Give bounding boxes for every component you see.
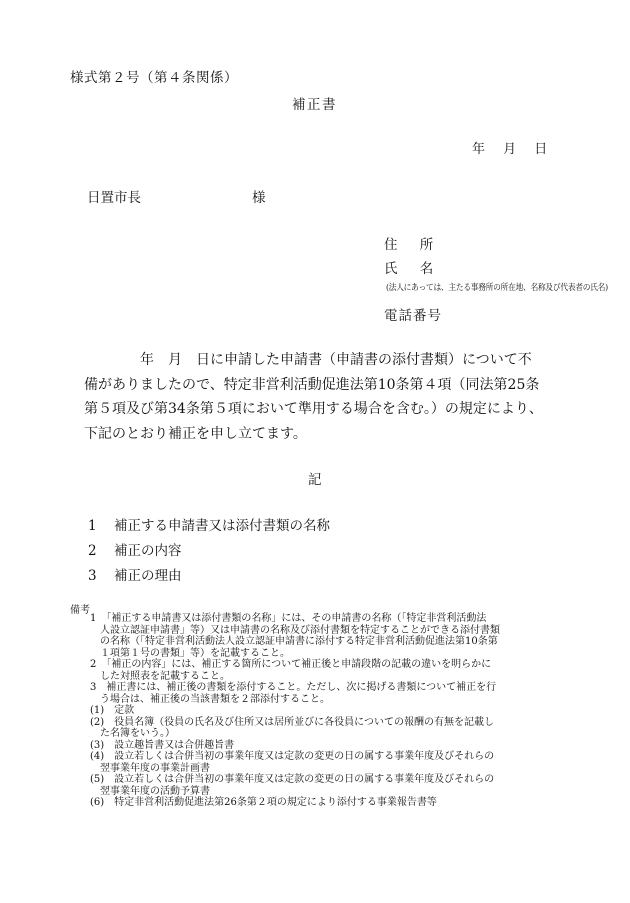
list-item xyxy=(88,539,330,564)
ki-heading: 記 xyxy=(308,472,322,488)
body-line: 第５項及び第34条第５項において準用する場合を含む。）の規定により、 xyxy=(84,401,543,417)
remark-line: の名称（「特定非営利活動法人設立認証申請書に添付する特定非営利活動促進法第10条第 xyxy=(80,636,498,647)
body-line: 備がありましたので、特定非営利活動促進法第10条第４項（同法第25条 xyxy=(84,376,540,393)
date-line: 年 月 日 xyxy=(472,142,548,157)
document-title: 補正書 xyxy=(292,97,337,113)
remark-line: した対照表を記載すること。 xyxy=(80,670,230,682)
item-number: 2 xyxy=(88,543,97,559)
remark-line: (1) 定款 xyxy=(80,705,135,716)
remark-line: (4) 設立若しくは合併当初の事業年度又は定款の変更の日の属する事業年度及びそれらの xyxy=(80,751,495,762)
remark-line: １項第１号の書類」等）を記載すること。 xyxy=(80,647,290,659)
name-label: 氏 名 xyxy=(384,261,434,277)
remark-line: 翌事業年度の事業計画書 xyxy=(80,762,210,774)
item-list xyxy=(88,514,330,589)
remark-line: 1 「補正する申請書又は添付書類の名称」には、その申請書の名称（「特定非営利活動法 xyxy=(80,613,487,624)
item-number: 3 xyxy=(88,568,97,584)
corporate-note: (法人にあっては、主たる事務所の所在地、名称及び代表者の氏名) xyxy=(386,283,608,293)
remark-line: 3 補正書には、補正後の書類を添付すること。ただし、次に掲げる書類について補正を行 xyxy=(80,682,497,693)
address-label: 住 所 xyxy=(384,237,434,253)
remark-line: (3) 設立趣旨書又は合併趣旨書 xyxy=(80,739,235,751)
remark-line: 人設立認証申請書」等）又は申請書の名称及び添付書類を特定することができる添付書類 xyxy=(80,624,500,636)
item-text: 補正の理由 xyxy=(114,568,182,584)
item-number: 1 xyxy=(88,518,97,534)
remark-line: 2 「補正の内容」には、補正する箇所について補正後と申請段階の記載の違いを明らかに xyxy=(80,659,492,670)
honorific: 様 xyxy=(252,190,266,206)
form-number: 様式第２号（第４条関係） xyxy=(70,70,238,86)
remark-line: (5) 設立若しくは合併当初の事業年度又は定款の変更の日の属する事業年度及びそれらの xyxy=(80,774,495,785)
body-line: 年 月 日に申請した申請書（申請書の添付書類）について不 xyxy=(84,352,532,368)
addressee: 日置市長 xyxy=(87,190,141,206)
remark-line: た名簿をいう。） xyxy=(80,728,175,739)
remarks-list xyxy=(80,613,560,809)
item-text: 補正の内容 xyxy=(114,543,182,559)
remarks-heading: 備考 xyxy=(70,605,90,616)
item-text: 補正する申請書又は添付書類の名称 xyxy=(114,518,330,534)
remark-line: 翌事業年度の活動予算書 xyxy=(80,785,210,797)
phone-label: 電話番号 xyxy=(384,308,442,324)
remark-line: う場合は、補正後の当該書類を２部添付すること。 xyxy=(80,693,330,705)
body-paragraph xyxy=(84,348,554,446)
remark-line: (2) 役員名簿（役員の氏名及び住所又は居所並びに各役員についての報酬の有無を記載し xyxy=(80,716,494,728)
remark-line: (6) 特定非営利活動促進法第26条第２項の規定により添付する事業報告書等 xyxy=(80,797,437,808)
body-line: 下記のとおり補正を申し立てます。 xyxy=(84,425,307,442)
list-item xyxy=(88,514,330,539)
list-item xyxy=(88,564,330,589)
